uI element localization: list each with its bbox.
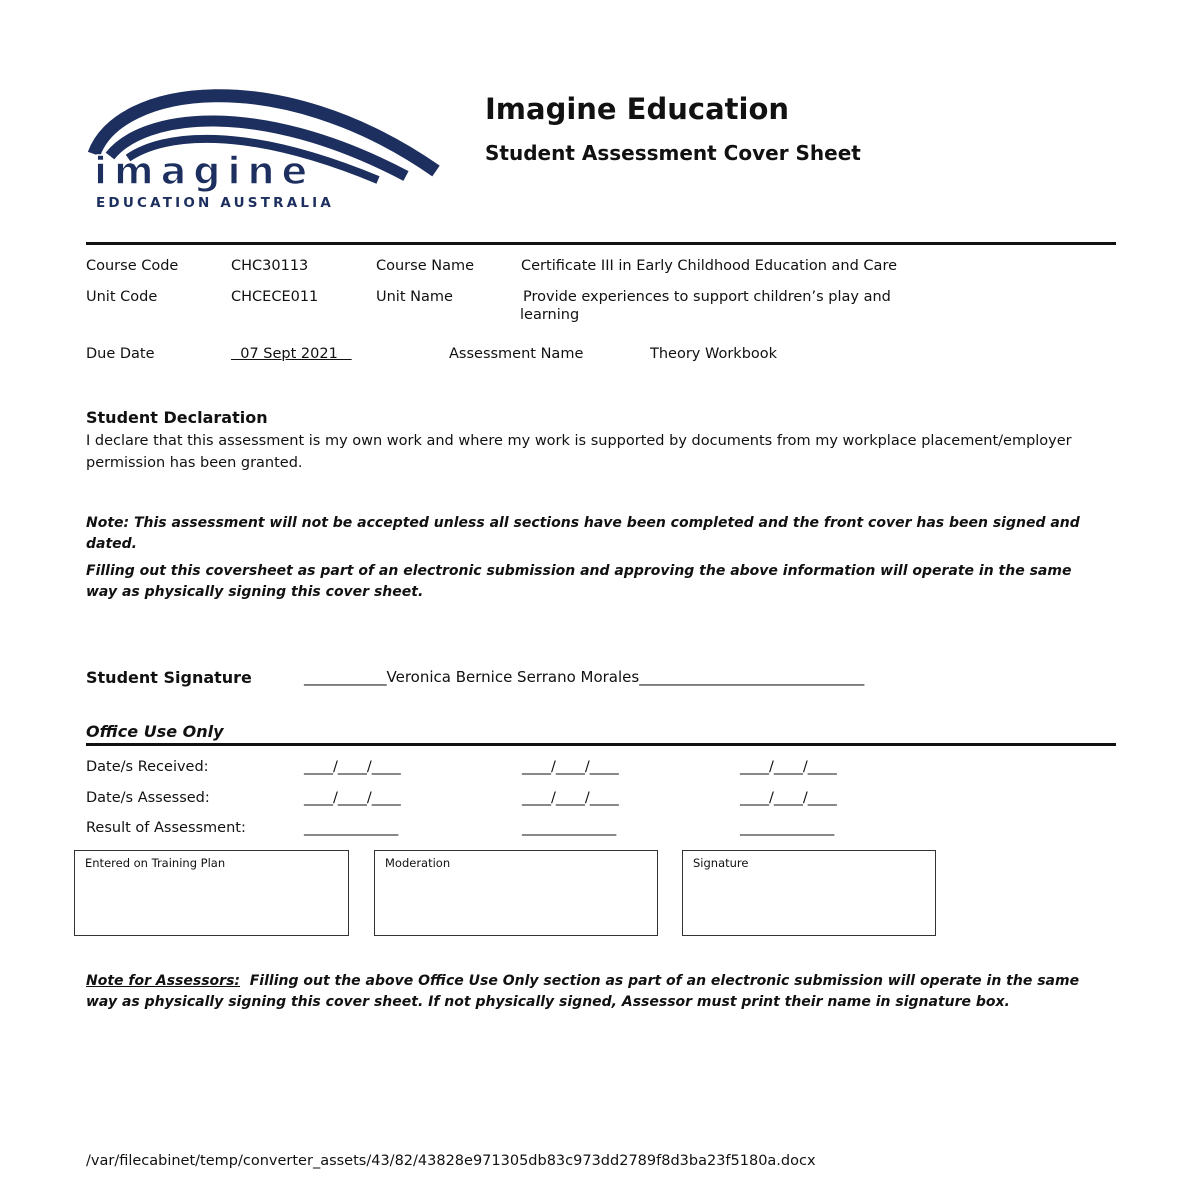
date-received-2[interactable]: ____/____/____ bbox=[522, 759, 619, 775]
result-blank-1[interactable]: _____________ bbox=[304, 820, 399, 836]
dates-assessed-label: Date/s Assessed: bbox=[86, 790, 210, 806]
assessor-note-text: Filling out the above Office Use Only section as part of an electronic submission will operate in the same way as physically signing this cover sheet. If not physically signed, Assessor must print their name in signature box. bbox=[86, 973, 1084, 1010]
signature-box[interactable] bbox=[682, 850, 936, 936]
student-signature-value: ___________Veronica Bernice Serrano Morales______________________________ bbox=[304, 668, 865, 686]
student-signature-label: Student Signature bbox=[86, 668, 252, 687]
assessor-note-label: Note for Assessors: bbox=[86, 973, 240, 989]
assessor-note bbox=[86, 971, 1106, 1013]
unit-code-label: Unit Code bbox=[86, 289, 158, 305]
moderation-box-label: Moderation bbox=[385, 856, 451, 870]
course-name-value: Certificate III in Early Childhood Education and Care bbox=[521, 258, 898, 274]
declaration-text: I declare that this assessment is my own work and where my work is supported by documents from my workplace placement/employer permission has been granted. bbox=[86, 433, 1072, 471]
assessment-name-label: Assessment Name bbox=[449, 346, 584, 362]
unit-code-value: CHCECE011 bbox=[231, 289, 319, 305]
logo-tagline: EDUCATION AUSTRALIA bbox=[96, 195, 335, 211]
date-assessed-2[interactable]: ____/____/____ bbox=[522, 790, 619, 806]
signature-box-label: Signature bbox=[693, 856, 749, 870]
training-plan-box-label: Entered on Training Plan bbox=[85, 856, 226, 870]
header-divider bbox=[86, 242, 1116, 245]
unit-name-label: Unit Name bbox=[376, 289, 453, 305]
due-date-value: 07 Sept 2021 bbox=[231, 346, 352, 362]
office-divider bbox=[86, 743, 1116, 746]
declaration-heading: Student Declaration bbox=[86, 408, 268, 427]
course-code-label: Course Code bbox=[86, 258, 179, 274]
moderation-box[interactable] bbox=[374, 850, 658, 936]
date-assessed-3[interactable]: ____/____/____ bbox=[740, 790, 837, 806]
imagine-education-logo bbox=[88, 76, 440, 216]
electronic-submission-note: Filling out this coversheet as part of an electronic submission and approving the above information will operate in the same way as physically signing this cover sheet. bbox=[86, 563, 1072, 600]
result-blank-2[interactable]: _____________ bbox=[522, 820, 617, 836]
assessment-name-value: Theory Workbook bbox=[650, 346, 778, 362]
submission-note: Note: This assessment will not be accepted unless all sections have been completed and the front cover has been signed and dated. bbox=[86, 515, 1080, 552]
unit-name-value-line1: Provide experiences to support children’s play and bbox=[523, 289, 891, 305]
logo-word: imagine bbox=[94, 149, 315, 193]
result-label: Result of Assessment: bbox=[86, 820, 246, 836]
training-plan-box[interactable] bbox=[74, 850, 349, 936]
document-title: Imagine Education bbox=[485, 92, 790, 126]
course-code-value: CHC30113 bbox=[231, 258, 309, 274]
result-blank-3[interactable]: _____________ bbox=[740, 820, 835, 836]
unit-name-value-line2: learning bbox=[520, 307, 580, 323]
document-subtitle: Student Assessment Cover Sheet bbox=[485, 141, 861, 165]
dates-received-label: Date/s Received: bbox=[86, 759, 209, 775]
office-use-heading: Office Use Only bbox=[86, 722, 224, 741]
date-received-3[interactable]: ____/____/____ bbox=[740, 759, 837, 775]
file-path: /var/filecabinet/temp/converter_assets/43/82/43828e971305db83c973dd2789f8d3ba23f5180a.docx bbox=[86, 1153, 816, 1169]
course-name-label: Course Name bbox=[376, 258, 475, 274]
due-date-label: Due Date bbox=[86, 346, 155, 362]
date-received-1[interactable]: ____/____/____ bbox=[304, 759, 401, 775]
date-assessed-1[interactable]: ____/____/____ bbox=[304, 790, 401, 806]
